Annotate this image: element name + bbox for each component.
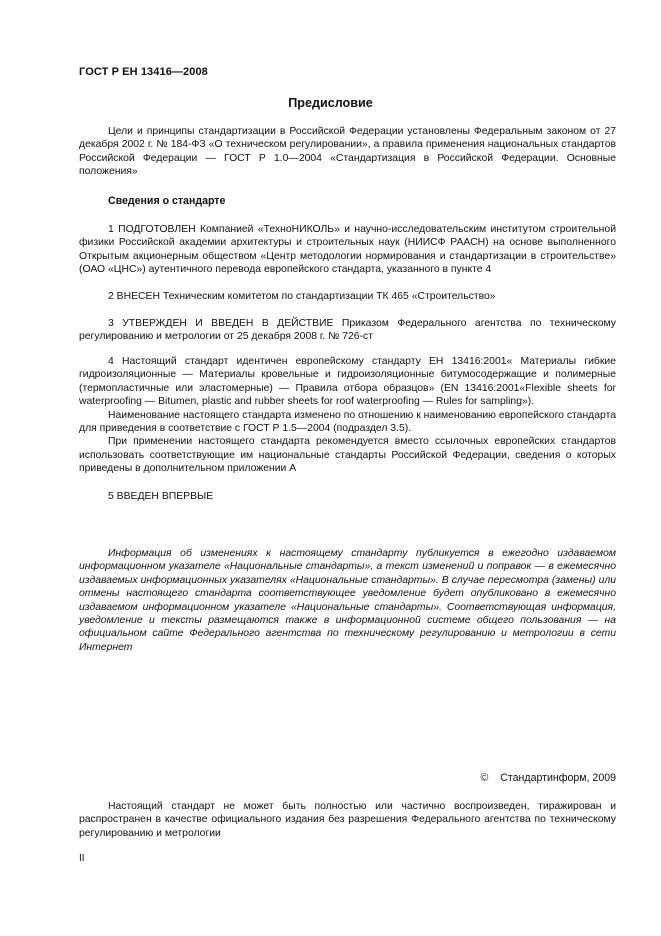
info-section (79, 547, 616, 654)
item-5-paragraph: 5 ВВЕДЕН ВПЕРВЫЕ (108, 491, 214, 502)
rights-paragraph: Настоящий стандарт не может быть полностью или частично воспроизведен, тиражирован и распространен в качестве официального издания без разрешения Федерального агентства по техническому регулированию и метрологии (79, 801, 616, 839)
page-number: II (79, 853, 85, 864)
item-5-section (79, 490, 616, 503)
rights-section (79, 800, 616, 840)
item-3-paragraph: 3 УТВЕРЖДЕН И ВВЕДЕН В ДЕЙСТВИЕ Приказом Федерального агентства по техническому регулированию и метрологии от 25 декабря 2008 г. № 726-ст (79, 318, 616, 343)
document-header: ГОСТ Р ЕН 13416—2008 (79, 66, 208, 78)
item-4-section (79, 355, 616, 476)
item-2-paragraph: 2 ВНЕСЕН Техническим комитетом по стандартизации ТК 465 «Строительство» (108, 291, 496, 302)
copyright-text: Стандартинформ, 2009 (500, 772, 616, 784)
subheading: Сведения о стандарте (108, 195, 226, 207)
item-4-paragraph-1: 4 Настоящий стандарт идентичен европейскому стандарту ЕН 13416:2001« Материалы гибкие гидроизоляционные — Материалы кровельные и гидроизоляционные битумосодержащие и полимерные (термопластичные или эластомерные) — Правила отбора образцов» (EN 13416:2001«Flexible sheets for waterproofing — Bitumen, plastic and rubber sheets for roof waterproofing — Rules for sampling»). (79, 356, 616, 408)
item-1-section (79, 223, 616, 277)
item-2-section (79, 290, 616, 303)
intro-section (79, 125, 616, 179)
item-3-section (79, 317, 616, 344)
item-4-paragraph-3: При применении настоящего стандарта рекомендуется вместо ссылочных европейских стандартов использовать соответствующие им национальные стандарты Российской Федерации, сведения о которых приведены в дополнительном приложении А (79, 436, 616, 475)
copyright-symbol: © (480, 772, 489, 784)
info-paragraph: Информация об изменениях к настоящему стандарту публикуется в ежегодно издаваемом информационном указателе «Национальные стандарты», а текст изменений и поправок — в ежемесячно издаваемых информационных указателях «Национальные стандарты». В случае пересмотра (замены) или отмены настоящего стандарта соответствующее уведомление будет опубликовано в ежемесячно издаваемом информационном указателе «Национальные стандарты». Соответствующая информация, уведомление и тексты размещаются также в информационной системе общего пользования — на официальном сайте Федерального агентства по техническому регулированию и метрологии в сети Интернет (79, 548, 616, 653)
page-title: Предисловие (288, 96, 373, 110)
item-4-paragraph-2: Наименование настоящего стандарта изменено по отношению к наименованию европейского стандарта для приведения в соответствие с ГОСТ Р 1.5—2004 (подраздел 3.5). (79, 409, 616, 435)
item-1-paragraph: 1 ПОДГОТОВЛЕН Компанией «ТехноНИКОЛЬ» и научно-исследовательским институтом строительной физики Российской академии архитектуры и строительных наук (НИИСФ РААСН) на основе выполненного Открытым акционерным обществом «Центр методологии нормирования и стандартизации в строительстве» (ОАО «ЦНС») аутентичного перевода европейского стандарта, указанного в пункте 4 (79, 224, 616, 276)
copyright-line (480, 772, 616, 785)
intro-paragraph: Цели и принципы стандартизации в Российской Федерации установлены Федеральным законом от 27 декабря 2002 г. № 184-ФЗ «О техническом регулировании», а правила применения национальных стандартов Российской Федерации — ГОСТ Р 1.0—2004 «Стандартизация в Российской Федерации. Основные положения» (79, 126, 616, 178)
